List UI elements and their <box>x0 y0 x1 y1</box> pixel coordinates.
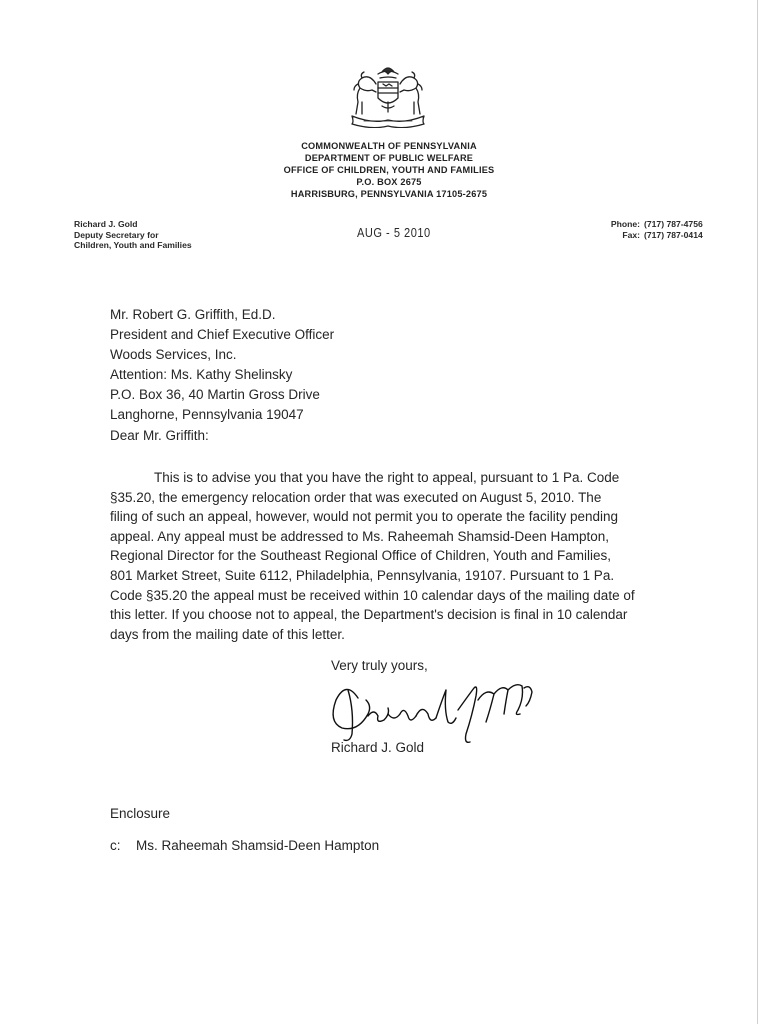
body-line: this letter. If you choose not to appeal, the Department's decision is final in 10 calendar <box>110 607 628 623</box>
phone-number: (717) 787-4756 <box>644 219 703 229</box>
page-edge-line <box>757 0 758 1024</box>
body-line: This is to advise you that you have the right to appeal, pursuant to 1 Pa. Code <box>154 470 620 485</box>
fax-number: (717) 787-0414 <box>644 229 703 240</box>
sender-block <box>74 219 192 251</box>
sender-line: Deputy Secretary for <box>74 229 159 240</box>
org-line: COMMONWEALTH OF PENNSYLVANIA <box>301 141 477 151</box>
body-line: Code §35.20 the appeal must be received within 10 calendar days of the mailing date of <box>110 587 635 603</box>
address-line: Attention: Ms. Kathy Shelinsky <box>110 367 293 382</box>
pennsylvania-coat-of-arms-icon <box>342 62 434 128</box>
phone-label: Phone: <box>610 219 640 229</box>
address-line: P.O. Box 36, 40 Martin Gross Drive <box>110 387 320 402</box>
org-line: HARRISBURG, PENNSYLVANIA 17105-2675 <box>290 189 488 199</box>
org-line: DEPARTMENT OF PUBLIC WELFARE <box>304 153 474 163</box>
enclosure-note: Enclosure <box>110 806 171 821</box>
closing: Very truly yours, <box>331 658 428 673</box>
recipient-address <box>110 305 334 425</box>
phone-row <box>602 219 703 230</box>
address-line: Langhorne, Pennsylvania 19047 <box>110 407 304 422</box>
body-line: Regional Director for the Southeast Regional Office of Children, Youth and Families, <box>110 548 612 564</box>
body-line: 801 Market Street, Suite 6112, Philadelphia, Pennsylvania, 19107. Pursuant to 1 Pa. <box>110 567 615 583</box>
date-stamp: AUG - 5 2010 <box>357 225 431 240</box>
cc-line <box>110 838 379 853</box>
org-line: OFFICE OF CHILDREN, YOUTH AND FAMILIES <box>283 165 495 175</box>
fax-label: Fax: <box>622 229 640 240</box>
fax-row <box>602 230 703 241</box>
org-line: P.O. BOX 2675 <box>356 177 422 187</box>
body-line: days from the mailing date of this letter. <box>110 626 345 642</box>
contact-block <box>602 219 703 240</box>
cc-label: c: <box>110 838 121 853</box>
cc-name: Ms. Raheemah Shamsid-Deen Hampton <box>136 838 380 853</box>
sender-line: Children, Youth and Families <box>74 240 192 250</box>
address-line: Mr. Robert G. Griffith, Ed.D. <box>110 307 276 322</box>
body-line: §35.20, the emergency relocation order that was executed on August 5, 2010. The <box>110 489 602 505</box>
body-line: filing of such an appeal, however, would not permit you to operate the facility pending <box>110 509 619 525</box>
salutation: Dear Mr. Griffith: <box>110 428 209 443</box>
address-line: Woods Services, Inc. <box>110 347 237 362</box>
organization-header <box>264 140 514 200</box>
body-line: appeal. Any appeal must be addressed to Ms. Raheemah Shamsid-Deen Hampton, <box>110 528 610 544</box>
sender-line: Richard J. Gold <box>74 219 138 229</box>
body-paragraph <box>110 468 670 644</box>
signer-name: Richard J. Gold <box>331 740 425 755</box>
address-line: President and Chief Executive Officer <box>110 327 335 342</box>
